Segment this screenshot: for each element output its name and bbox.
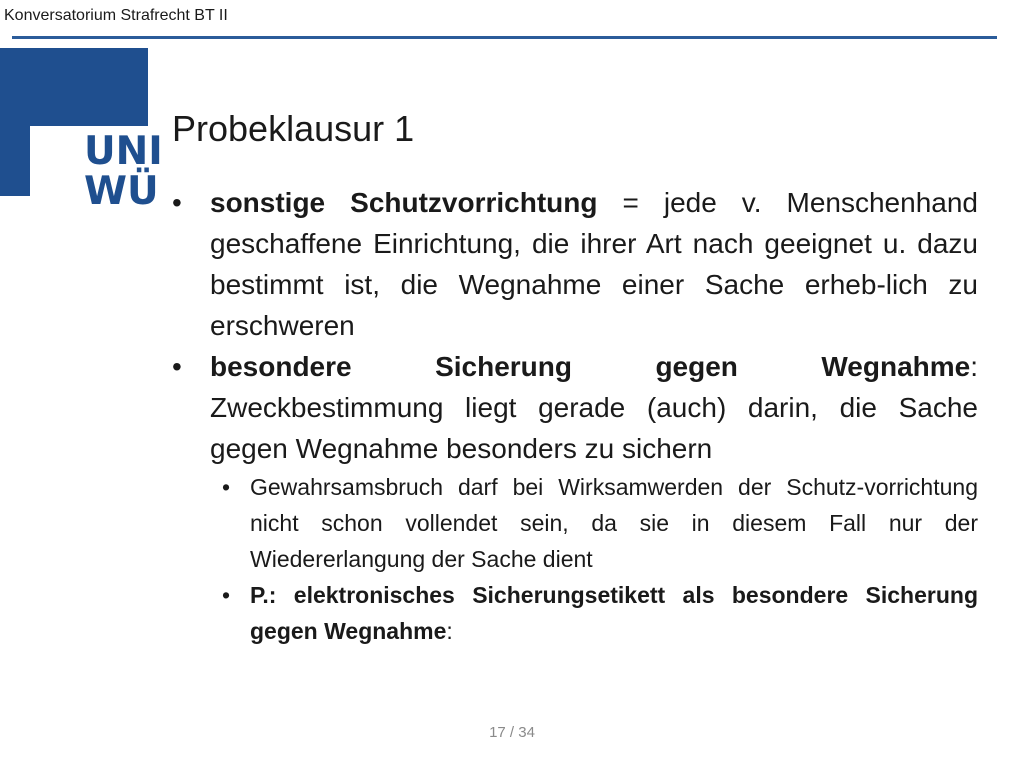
sub-bullet-dot-icon: • <box>222 582 231 608</box>
sub-bullet-item-2 <box>210 577 978 649</box>
sub-bullet-text: Gewahrsamsbruch darf bei Wirksamwerden der Schutz-vorrichtung nicht schon vollendet sein, da sie in diesem Fall nur der Wiedererlangung der Sache dient <box>250 474 978 572</box>
bullet-text: : Zweckbestimmung liegt gerade (auch) darin, die Sache gegen Wegnahme besonders zu sichern <box>210 351 978 464</box>
header-divider <box>12 36 997 39</box>
university-logo <box>0 48 163 214</box>
sub-bullet-text: : <box>446 618 453 644</box>
page-number: 17 / 34 <box>489 724 535 741</box>
bullet-item-2 <box>172 346 978 649</box>
sub-bullet-term: P.: elektronisches Sicherungsetikett als besondere Sicherung gegen Wegnahme <box>250 582 978 644</box>
slide-title: Probeklausur 1 <box>172 108 415 149</box>
bullet-list <box>172 182 978 649</box>
slide-content <box>172 182 978 649</box>
bullet-item-1 <box>172 182 978 346</box>
bullet-dot-icon: • <box>172 187 182 218</box>
sub-bullet-item-1 <box>210 469 978 577</box>
bullet-text: = jede v. Menschenhand geschaffene Einrichtung, die ihrer Art nach geeignet u. dazu bestimmt ist, die Wegnahme einer Sache erheb-lich zu erschweren <box>210 187 978 341</box>
presentation-title: Konversatorium Strafrecht BT II <box>4 7 228 24</box>
logo-text-line2: WÜ <box>84 169 159 214</box>
sub-bullet-dot-icon: • <box>222 474 231 500</box>
bullet-dot-icon: • <box>172 351 182 382</box>
bullet-term: sonstige Schutzvorrichtung <box>210 187 598 218</box>
bullet-term: besondere Sicherung gegen Wegnahme <box>210 351 971 382</box>
logo-wordmark <box>84 129 163 214</box>
logo-text-line1: UNI <box>84 129 163 174</box>
sub-bullet-list <box>210 469 978 649</box>
